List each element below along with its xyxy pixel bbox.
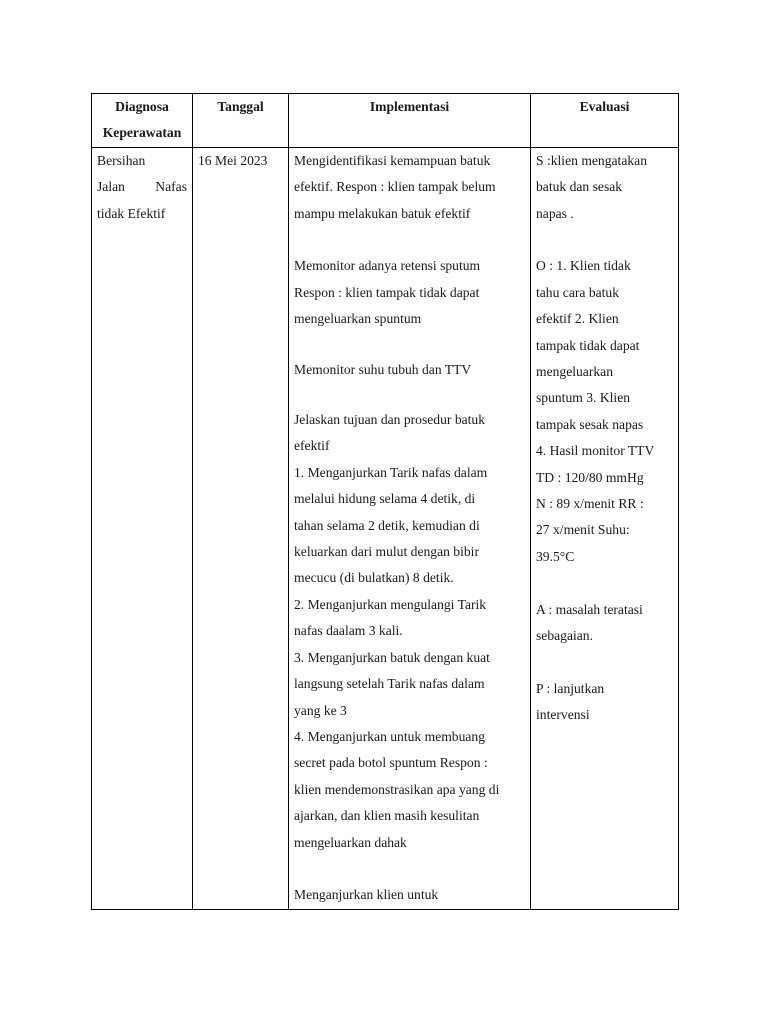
evaluasi-line: 4. Hasil monitor TTV (536, 443, 655, 459)
implementasi-line: Jelaskan tujuan dan prosedur batuk (294, 412, 486, 428)
cell-implementasi (289, 147, 531, 909)
header-diagnosa (92, 94, 193, 148)
implementasi-line: klien mendemonstrasikan apa yang di (294, 781, 500, 797)
cell-tanggal (193, 147, 289, 909)
implementasi-line: 1. Menganjurkan Tarik nafas dalam (294, 464, 488, 480)
implementasi-block-3 (294, 357, 525, 383)
implementasi-line: melalui hidung selama 4 detik, di (294, 491, 476, 507)
implementasi-line: keluarkan dari mulut dengan bibir (294, 544, 479, 560)
cell-evaluasi (531, 147, 679, 909)
evaluasi-line: O : 1. Klien tidak (536, 258, 631, 274)
implementasi-line: langsung setelah Tarik nafas dalam (294, 676, 485, 692)
evaluasi-assessment (536, 597, 673, 650)
evaluasi-plan (536, 676, 673, 729)
implementasi-line: yang ke 3 (294, 702, 347, 718)
implementasi-block-2 (294, 253, 525, 332)
evaluasi-subjective (536, 148, 673, 227)
header-diagnosa-line1: Diagnosa (115, 99, 169, 114)
implementasi-line: nafas daalam 3 kali. (294, 623, 403, 639)
evaluasi-line: tampak sesak napas (536, 416, 644, 432)
cell-diagnosa (92, 147, 193, 909)
implementasi-line: tahan selama 2 detik, kemudian di (294, 517, 480, 533)
evaluasi-line: tahu cara batuk (536, 284, 620, 300)
implementasi-line: 3. Menganjurkan batuk dengan kuat (294, 649, 490, 665)
implementasi-block-1 (294, 148, 525, 227)
evaluasi-line: S :klien mengatakan (536, 152, 647, 168)
evaluasi-line: napas . (536, 205, 574, 221)
table-header-row (92, 94, 679, 148)
nursing-care-table (91, 93, 679, 910)
implementasi-line: Memonitor adanya retensi sputum (294, 258, 481, 274)
implementasi-line: Mengidentifikasi kemampuan batuk (294, 152, 491, 168)
evaluasi-line: 27 x/menit Suhu: (536, 522, 630, 538)
implementasi-line: Respon : klien tampak tidak dapat (294, 284, 480, 300)
evaluasi-line: tampak tidak dapat (536, 337, 640, 353)
evaluasi-line: intervensi (536, 707, 590, 723)
implementasi-line: mengeluarkan spuntum (294, 311, 422, 327)
implementasi-line: ajarkan, dan klien masih kesulitan (294, 808, 480, 824)
implementasi-line: secret pada botol spuntum Respon : (294, 755, 488, 771)
implementasi-line: mengeluarkan dahak (294, 834, 407, 850)
diagnosa-word: Jalan (97, 179, 125, 195)
evaluasi-objective (536, 253, 673, 570)
diagnosa-line: Bersihan (97, 152, 146, 168)
tanggal-value: 16 Mei 2023 (198, 152, 268, 168)
implementasi-line: 2. Menganjurkan mengulangi Tarik (294, 596, 487, 612)
implementasi-line: mampu melakukan batuk efektif (294, 205, 471, 221)
implementasi-block-5 (294, 882, 525, 908)
evaluasi-line: mengeluarkan (536, 364, 613, 380)
evaluasi-line: P : lanjutkan (536, 680, 605, 696)
evaluasi-line: 39.5°C (536, 548, 575, 564)
header-evaluasi: Evaluasi (531, 94, 679, 148)
implementasi-line: efektif (294, 438, 330, 454)
evaluasi-line: A : masalah teratasi (536, 601, 643, 617)
diagnosa-word: Nafas (155, 179, 187, 195)
evaluasi-line: TD : 120/80 mmHg (536, 469, 644, 485)
header-tanggal: Tanggal (193, 94, 289, 148)
evaluasi-line: spuntum 3. Klien (536, 390, 631, 406)
table-row (92, 147, 679, 909)
diagnosa-line: tidak Efektif (97, 205, 166, 221)
evaluasi-line: N : 89 x/menit RR : (536, 496, 644, 512)
implementasi-line: Menganjurkan klien untuk (294, 887, 439, 903)
header-diagnosa-line2: Keperawatan (102, 125, 182, 141)
implementasi-line: Memonitor suhu tubuh dan TTV (294, 361, 472, 377)
evaluasi-line: sebagaian. (536, 628, 593, 644)
header-implementasi: Implementasi (289, 94, 531, 148)
implementasi-line: 4. Menganjurkan untuk membuang (294, 728, 486, 744)
evaluasi-line: batuk dan sesak (536, 179, 623, 195)
implementasi-block-4 (294, 407, 525, 856)
diagnosa-line (97, 174, 187, 200)
implementasi-line: efektif. Respon : klien tampak belum (294, 179, 496, 195)
evaluasi-line: efektif 2. Klien (536, 311, 619, 327)
implementasi-line: mecucu (di bulatkan) 8 detik. (294, 570, 454, 586)
